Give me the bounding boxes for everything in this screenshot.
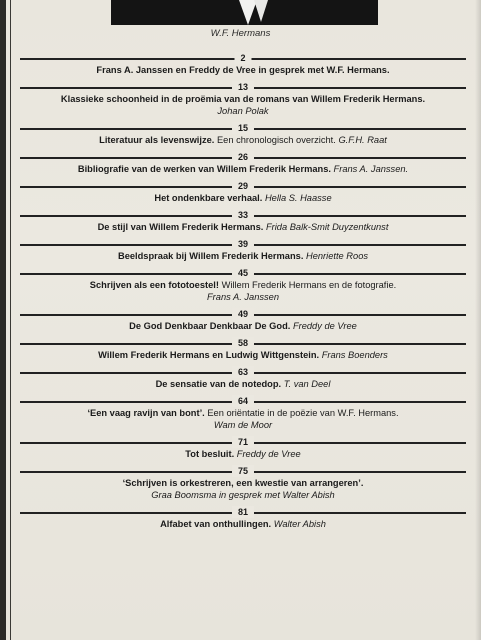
page-number: 2 bbox=[234, 52, 251, 64]
entry-author: Frida Balk-Smit Duyzentkunst bbox=[265, 222, 389, 232]
entry-text bbox=[20, 279, 466, 308]
entry-author: Johan Polak bbox=[217, 106, 269, 116]
entry-text bbox=[20, 64, 466, 81]
entry-title: Schrijven als een fototoestel! bbox=[89, 280, 219, 290]
entry-text bbox=[20, 518, 466, 535]
toc-entry bbox=[20, 337, 466, 366]
author-photo bbox=[111, 0, 378, 25]
entry-rule bbox=[20, 209, 466, 221]
entry-rule bbox=[20, 238, 466, 250]
entry-text bbox=[20, 192, 466, 209]
entry-rule bbox=[20, 267, 466, 279]
toc-entry bbox=[20, 122, 466, 151]
entry-title: Frans A. Janssen en Freddy de Vree in gesprek met W.F. Hermans. bbox=[96, 65, 390, 75]
entry-text bbox=[20, 349, 466, 366]
toc-entry bbox=[20, 267, 466, 308]
entry-author: Frans A. Janssen. bbox=[333, 164, 409, 174]
toc-entry bbox=[20, 436, 466, 465]
entry-title: De God Denkbaar Denkbaar De God. bbox=[129, 321, 291, 331]
entry-subtitle: Een chronologisch overzicht. bbox=[216, 135, 336, 145]
entry-author: G.F.H. Raat bbox=[338, 135, 387, 145]
page-number: 71 bbox=[232, 436, 254, 448]
entry-title: ‘Een vaag ravijn van bont’. bbox=[87, 408, 205, 418]
entry-title: Bibliografie van de werken van Willem Frederik Hermans. bbox=[77, 164, 331, 174]
entry-text bbox=[20, 448, 466, 465]
page-number: 81 bbox=[232, 506, 254, 518]
entry-rule bbox=[20, 395, 466, 407]
entry-title: Tot besluit. bbox=[185, 449, 235, 459]
entry-author: Walter Abish bbox=[273, 519, 326, 529]
entry-text bbox=[20, 407, 466, 436]
entry-author: Henriette Roos bbox=[306, 251, 369, 261]
entry-rule bbox=[20, 465, 466, 477]
shirt-collar-shape bbox=[254, 0, 268, 22]
page-margin-line bbox=[10, 0, 11, 640]
entry-subtitle: Een oriëntatie in de poëzie van W.F. Hermans. bbox=[207, 408, 399, 418]
toc-entry bbox=[20, 151, 466, 180]
entry-title: Het ondenkbare verhaal. bbox=[154, 193, 263, 203]
entry-rule bbox=[20, 81, 466, 93]
entry-text bbox=[20, 134, 466, 151]
entry-title: Beeldspraak bij Willem Frederik Hermans. bbox=[117, 251, 304, 261]
toc-entry bbox=[20, 465, 466, 506]
page-number: 33 bbox=[232, 209, 254, 221]
entry-subtitle: Willem Frederik Hermans en de fotografie. bbox=[221, 280, 397, 290]
entry-text bbox=[20, 250, 466, 267]
entry-rule bbox=[20, 52, 466, 64]
toc-entry bbox=[20, 395, 466, 436]
entry-text bbox=[20, 221, 466, 238]
entry-text bbox=[20, 378, 466, 395]
entry-text bbox=[20, 320, 466, 337]
entry-author: Hella S. Haasse bbox=[264, 193, 332, 203]
page-number: 45 bbox=[232, 267, 254, 279]
page-shadow bbox=[475, 0, 481, 640]
entry-title: Alfabet van onthullingen. bbox=[160, 519, 272, 529]
entry-author: T. van Deel bbox=[283, 379, 331, 389]
entry-author: Frans A. Janssen bbox=[207, 292, 279, 302]
page-number: 49 bbox=[232, 308, 254, 320]
entry-author: Frans Boenders bbox=[321, 350, 388, 360]
entry-author: Graa Boomsma in gesprek met Walter Abish bbox=[151, 490, 335, 500]
entry-rule bbox=[20, 337, 466, 349]
entry-rule bbox=[20, 436, 466, 448]
entry-title: Willem Frederik Hermans en Ludwig Wittgenstein. bbox=[98, 350, 320, 360]
entry-rule bbox=[20, 151, 466, 163]
page-number: 63 bbox=[232, 366, 254, 378]
page-number: 64 bbox=[232, 395, 254, 407]
entry-title: ‘Schrijven is orkestreren, een kwestie van arrangeren’. bbox=[122, 478, 364, 488]
toc-entry bbox=[20, 209, 466, 238]
book-spine-edge bbox=[0, 0, 6, 640]
entry-text bbox=[20, 93, 466, 122]
table-of-contents bbox=[20, 52, 466, 535]
page-number: 15 bbox=[232, 122, 254, 134]
page-number: 13 bbox=[232, 81, 254, 93]
page-number: 39 bbox=[232, 238, 254, 250]
entry-author: Freddy de Vree bbox=[292, 321, 357, 331]
page-number: 26 bbox=[232, 151, 254, 163]
page-number: 75 bbox=[232, 465, 254, 477]
entry-title: De sensatie van de notedop. bbox=[155, 379, 282, 389]
toc-entry bbox=[20, 180, 466, 209]
entry-title: De stijl van Willem Frederik Hermans. bbox=[97, 222, 264, 232]
entry-title: Klassieke schoonheid in de proëmia van de romans van Willem Frederik Hermans. bbox=[60, 94, 426, 104]
entry-author: Freddy de Vree bbox=[236, 449, 301, 459]
entry-text bbox=[20, 477, 466, 506]
toc-entry bbox=[20, 506, 466, 535]
entry-rule bbox=[20, 180, 466, 192]
entry-title: Literatuur als levenswijze. bbox=[99, 135, 215, 145]
toc-entry bbox=[20, 52, 466, 81]
toc-entry bbox=[20, 366, 466, 395]
toc-entry bbox=[20, 238, 466, 267]
page-number: 58 bbox=[232, 337, 254, 349]
page-number: 29 bbox=[232, 180, 254, 192]
photo-caption: W.F. Hermans bbox=[210, 28, 271, 39]
entry-rule bbox=[20, 308, 466, 320]
entry-rule bbox=[20, 122, 466, 134]
toc-entry bbox=[20, 308, 466, 337]
entry-rule bbox=[20, 366, 466, 378]
entry-rule bbox=[20, 506, 466, 518]
toc-entry bbox=[20, 81, 466, 122]
entry-text bbox=[20, 163, 466, 180]
entry-author: Wam de Moor bbox=[213, 420, 273, 430]
